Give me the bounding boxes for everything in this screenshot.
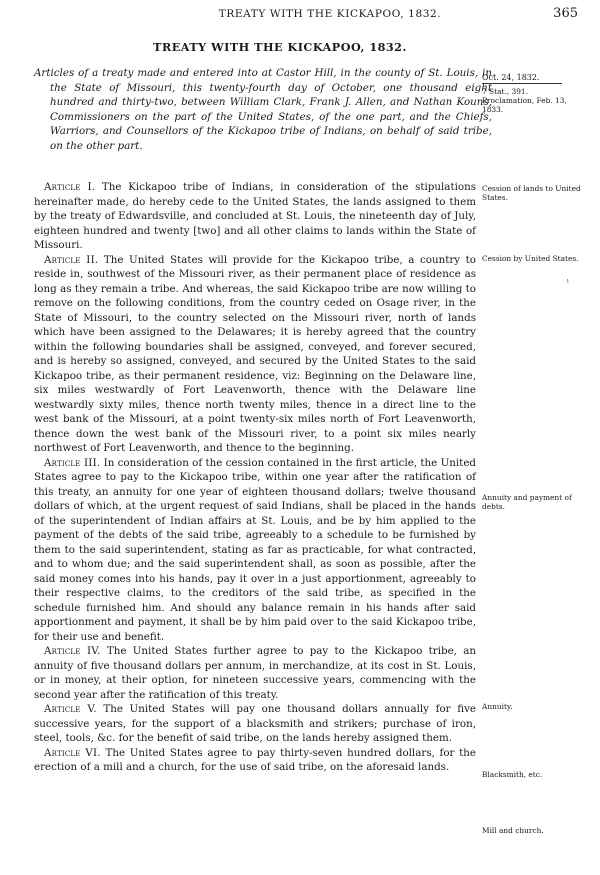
- article-label: Article III.: [44, 456, 101, 469]
- article-3: [34, 456, 476, 645]
- article-text: The United States further agree to pay to the Kickapoo tribe, an annuity of five thousand dollars per annum, in merchandize, at its cost in St. Louis, or in money, at their option, for nineteen successive years, commencing with the second year after the ratification of this treaty.: [34, 645, 476, 701]
- margin-note-cession-of-lands: Cession of lands to United States.: [482, 184, 581, 202]
- treaty-date: Oct. 24, 1832.: [482, 73, 562, 84]
- page-number: 365: [553, 6, 578, 21]
- margin-note-mill-church: Mill and church.: [482, 826, 544, 835]
- statute-citation: 7 Stat., 391. Proclamation, Feb. 13, 1833.: [482, 87, 567, 114]
- article-label: Article I.: [44, 181, 96, 193]
- article-text: The United States will provide for the Kickapoo tribe, a country to reside in, southwest of the Missouri river, as their permanent place of residence as long as they remain a tribe. And whereas, the said Kickapoo tribe are now willing to remove on the following conditions, from the country ceded on Osage river, in the State of Missouri, to the country selected on the Missouri river, north of lands which have been assigned to the Delawares; it is hereby agreed that the country within the following boundaries shall be assigned, conveyed, and forever secured, and is hereby so assigned, conveyed, and secured by the United States to the said Kickapoo tribe, as their permanent residence, viz: Beginning on the Delaware line, six miles westwardly of Fort Leavenworth, thence with the Delaware line westwardly sixty miles, thence north twenty miles, thence in a direct line to the west bank of the Missouri, at a point twenty-six miles north of Fort Leavenworth, thence down the west bank of the Missouri river, to a point six miles nearly northwest of Fort Leavenworth, and thence to the beginning.: [34, 253, 477, 454]
- article-text: The United States agree to pay thirty-seven hundred dollars, for the erection of a mill and a church, for the use of said tribe, on the aforesaid lands.: [34, 746, 476, 773]
- article-2: [34, 253, 476, 456]
- treaty-body: [34, 180, 476, 775]
- article-label: Article V.: [44, 703, 97, 715]
- margin-note-cession-by-us: Cession by United States.: [482, 254, 579, 263]
- article-1: [34, 180, 476, 253]
- article-label: Article VI.: [44, 746, 101, 759]
- article-label: Article IV.: [44, 645, 101, 657]
- margin-note-annuity-debts: Annuity and payment of debts.: [482, 493, 572, 511]
- document-title: TREATY WITH THE KICKAPOO, 1832.: [153, 40, 407, 54]
- treaty-preamble: Articles of a treaty made and entered into at Castor Hill, in the county of St. Louis, in the State of Missouri, this twenty-fourth day of October, one thousand eight hundred and thirty-two, between William Clark, Frank J. Allen, and Nathan Kouns, Commissioners on the part of the United States, of the one part, and the Chiefs, Warriors, and Counsellors of the Kickapoo tribe of Indians, on behalf of said tribe, on the other part.: [34, 67, 492, 152]
- article-label: Article II.: [44, 253, 99, 266]
- article-text: The Kickapoo tribe of Indians, in consideration of the stipulations hereinafter made, do hereby cede to the United States, the lands assigned to them by the treaty of Edwardsville, and concluded at St. Louis, the nineteenth day of July, eighteen hundred and twenty [two] and all other claims to lands within the State of Missouri.: [34, 181, 476, 251]
- article-text: The United States will pay one thousand dollars annually for five successive years, for the support of a blacksmith and strikers; purchase of iron, steel, tools, &c. for the benefit of said tribe, on the lands hereby assigned them.: [34, 703, 476, 744]
- margin-note-blacksmith: Blacksmith, etc.: [482, 770, 543, 779]
- margin-note-annuity: Annuity.: [482, 702, 513, 711]
- margin-note-date: [482, 73, 582, 114]
- article-5: [34, 702, 476, 746]
- running-header-title: TREATY WITH THE KICKAPOO, 1832.: [218, 8, 442, 20]
- margin-tick-mark: ˡ: [567, 278, 569, 287]
- article-4: [34, 644, 476, 702]
- article-text: In consideration of the cession contained in the first article, the United States agree to pay to the Kickapoo tribe, within one year after the ratification of this treaty, an annuity for one year of eighteen thousand dollars; twelve thousand dollars of which, at the urgent request of said Indians, shall be placed in the hands of the superintendent of Indian affairs at St. Louis, and be by him applied to the payment of the debts of the said tribe, agreeably to a schedule to be furnished by them to the said superintendent, stating as far as practicable, for what contracted, and to whom due; and the said superintendent shall, as soon as possible, after the said money comes into his hands, pay it over in a just apportionment, agreeably to their respective claims, to the creditors of the said tribe, as specified in the schedule furnished him. And should any balance remain in his hands after said apportionment and payment, it shall be by him paid over to the said Kickapoo tribe, for their use and benefit.: [34, 456, 477, 643]
- article-6: [34, 746, 476, 775]
